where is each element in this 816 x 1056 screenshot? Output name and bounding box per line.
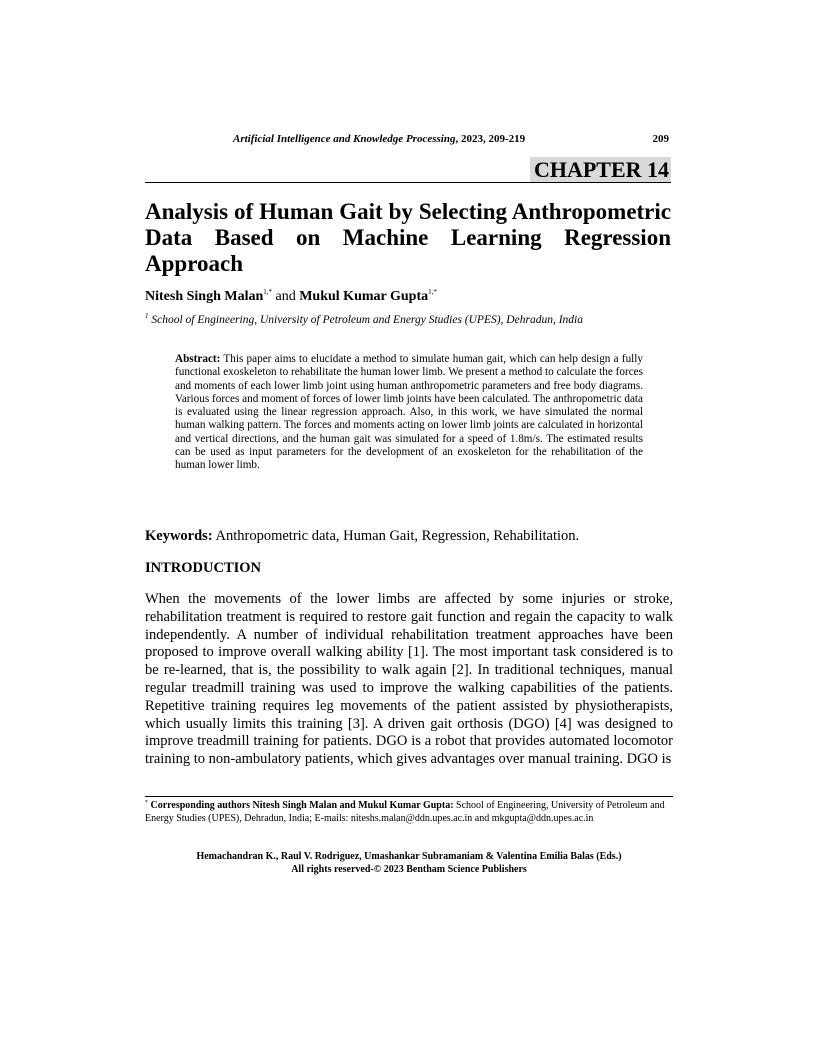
affiliation-marker: 1 bbox=[145, 312, 149, 320]
affiliation-text: School of Engineering, University of Petroleum and Energy Studies (UPES), Dehradun, India bbox=[148, 314, 583, 326]
publisher-info bbox=[145, 851, 673, 876]
abstract-text: This paper aims to elucidate a method to simulate human gait, which can help design a fully functional exoskeleton to rehabilitate the human lower limb. We present a method to calculate the forces and moments of each lower limb joint using human anthropometric parameters and free body diagrams. Various forces and moment of forces of lower limb joints have been calculated. The anthropometric data is evaluated using the linear regression approach. Also, in this work, we have simulated the normal human walking pattern. The forces and moments acting on lower limb joints are calculated in horizontal and vertical directions, and the human gait was simulated for a speed of 1.8m/s. The estimated results can be used as input parameters for the development of an exoskeleton for the rehabilitation of the human lower limb. bbox=[175, 353, 643, 472]
author-1-marker: 1,* bbox=[263, 288, 272, 296]
author-1: Nitesh Singh Malan bbox=[145, 289, 264, 304]
editors-line: Hemachandran K., Raul V. Rodriguez, Umashankar Subramaniam & Valentina Emilia Balas (Eds.) bbox=[196, 851, 622, 862]
author-2-marker: 1,* bbox=[428, 288, 437, 296]
footnote-label: Corresponding authors Nitesh Singh Malan and Mukul Kumar Gupta: bbox=[148, 800, 454, 811]
keywords-label: Keywords: bbox=[145, 528, 213, 544]
author-conjunction: and bbox=[272, 289, 300, 304]
footnote-marker: * bbox=[145, 800, 148, 806]
chapter-label: CHAPTER 14 bbox=[530, 157, 671, 182]
abstract bbox=[175, 353, 643, 473]
header-divider bbox=[145, 182, 671, 183]
keywords bbox=[145, 528, 579, 545]
rights-line: All rights reserved-© 2023 Bentham Science Publishers bbox=[291, 863, 527, 875]
corresponding-author-footnote bbox=[145, 800, 673, 825]
running-header bbox=[145, 133, 671, 149]
abstract-label: Abstract: bbox=[175, 353, 221, 365]
affiliation bbox=[145, 313, 583, 327]
journal-citation bbox=[233, 133, 525, 145]
section-heading-introduction: INTRODUCTION bbox=[145, 560, 262, 576]
introduction-paragraph: When the movements of the lower limbs are affected by some injuries or stroke, rehabilitation treatment is required to restore gait function and regain the capacity to walk independently. A number of individual rehabilitation treatment approaches have been proposed to improve overall walking ability [1]. The most important task considered is to be re-learned, that is, the possibility to walk again [2]. In traditional techniques, manual regular treadmill training was used to improve the walking capabilities of the patients. Repetitive training requires leg movements of the patient assisted by physiotherapists, which usually limits this training [3]. A driven gait orthosis (DGO) [4] was designed to improve treadmill training for patients. DGO is a robot that provides automated locomotor training to non-ambulatory patients, which gives advantages over manual training. DGO is bbox=[145, 591, 673, 768]
paper-title: Analysis of Human Gait by Selecting Anthropometric Data Based on Machine Learning Regression Approach bbox=[145, 199, 671, 276]
page-number: 209 bbox=[652, 133, 669, 145]
keywords-text: Anthropometric data, Human Gait, Regression, Rehabilitation. bbox=[212, 528, 580, 544]
footnote-divider bbox=[145, 796, 673, 797]
footnote-text: School of Engineering, University of Petroleum and Energy Studies (UPES), Dehradun, India; E-mails: niteshs.malan@ddn.upes.ac.in and mkgupta@ddn.upes.ac.in bbox=[145, 800, 665, 824]
author-line bbox=[145, 289, 437, 305]
journal-details: , 2023, 209-219 bbox=[455, 133, 526, 145]
author-2: Mukul Kumar Gupta bbox=[299, 289, 429, 304]
journal-name: Artificial Intelligence and Knowledge Processing bbox=[233, 133, 456, 145]
